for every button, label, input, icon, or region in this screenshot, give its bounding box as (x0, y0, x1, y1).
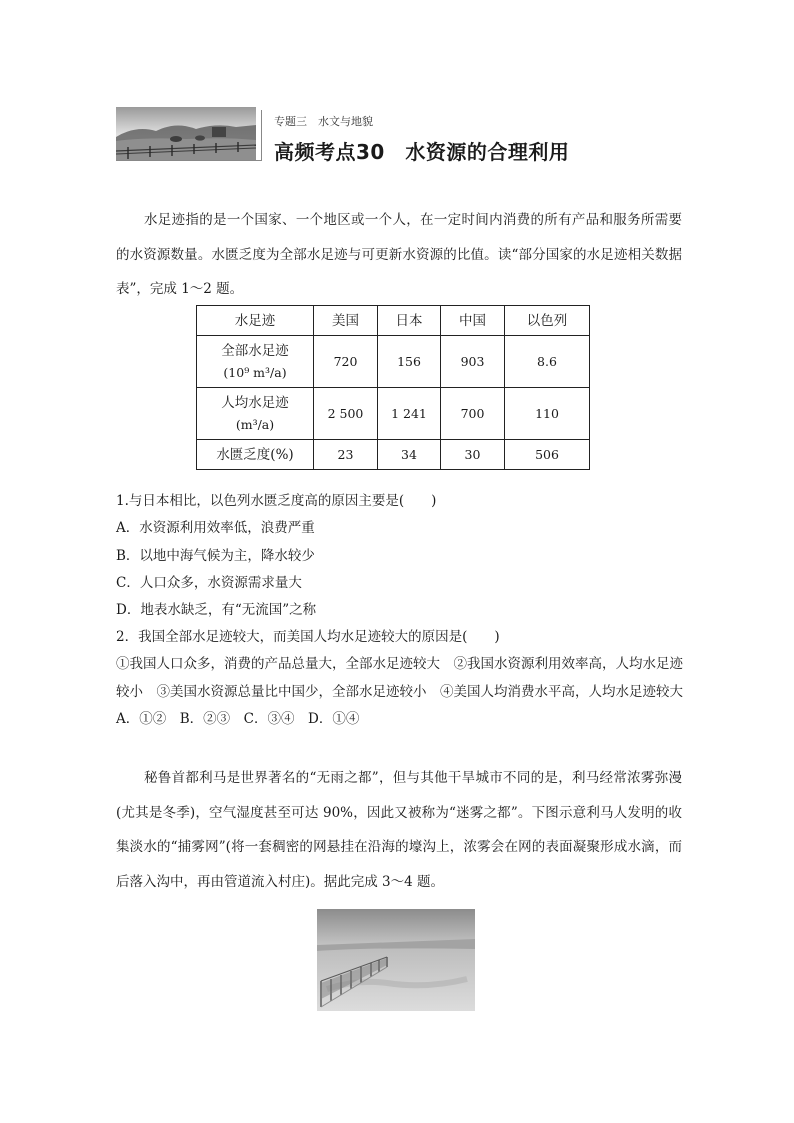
fog-net-photo (317, 909, 475, 1011)
table-cell: 156 (378, 336, 441, 388)
series-label: 专题三 水文与地貌 (274, 115, 373, 128)
lima-paragraph: 秘鲁首都利马是世界著名的“无雨之都”，但与其他干旱城市不同的是，利马经常浓雾弥漫(尤其是冬季)，空气湿度甚至可达 90%，因此又被称为“迷雾之都”。下图示意利马人发明的收集淡水的“捕雾网”(将一套稠密的网悬挂在沿海的壕沟上，浓雾会在网的表面凝聚形成水滴，而后落入沟中，再由管道流入村庄)。据此完成 3～4 题。 (116, 770, 682, 890)
answer-options: A．①② B．②③ C．③④ D．①④ (116, 710, 360, 727)
table-cell: 1 241 (378, 388, 441, 440)
question-1 (116, 488, 686, 624)
table-row (197, 388, 590, 440)
option-c: C．人口众多，水资源需求量大 (116, 574, 302, 591)
table-cell: 30 (441, 440, 505, 470)
table-cell: 700 (441, 388, 505, 440)
table-header-cell: 美国 (314, 306, 378, 336)
row-label: 人均水足迹 (221, 394, 289, 411)
option-a: A．水资源利用效率低，浪费严重 (116, 520, 315, 537)
question-stem: 1.与日本相比，以色列水匮乏度高的原因主要是( ) (116, 493, 437, 509)
table-cell: 506 (505, 440, 590, 470)
question-statements: ①我国人口众多，消费的产品总量大，全部水足迹较大 ②我国水资源利用效率高，人均水足迹较小 ③美国水资源总量比中国少，全部水足迹较小 ④美国人均消费水平高，人均水足迹较大 (116, 656, 683, 700)
table-cell: 2 500 (314, 388, 378, 440)
header-vertical-rule (261, 110, 262, 160)
question-stem: 2．我国全部水足迹较大，而美国人均水足迹较大的原因是( ) (116, 629, 500, 645)
row-label: 全部水足迹 (221, 342, 289, 359)
option-b: B．以地中海气候为主，降水较少 (116, 547, 315, 564)
table-cell: 903 (441, 336, 505, 388)
table-cell: 23 (314, 440, 378, 470)
page-title: 高频考点30 水资源的合理利用 (274, 140, 570, 164)
table-cell: 34 (378, 440, 441, 470)
row-unit: (m³/a) (235, 416, 275, 432)
table-cell: 8.6 (505, 336, 590, 388)
table-cell: 720 (314, 336, 378, 388)
intro-paragraph: 水足迹指的是一个国家、一个地区或一个人，在一定时间内消费的所有产品和服务所需要的水资源数量。水匮乏度为全部水足迹与可更新水资源的比值。读“部分国家的水足迹相关数据表”，完成 1～2 题。 (116, 212, 682, 297)
row-unit: (10⁹ m³/a) (223, 364, 287, 380)
table-row (197, 440, 590, 470)
table-cell: 110 (505, 388, 590, 440)
table-header-cell: 中国 (441, 306, 505, 336)
question-2 (116, 624, 686, 733)
table-header-row (197, 306, 590, 336)
row-label-cell (197, 440, 314, 470)
header-rule (116, 160, 262, 161)
row-label: 水匮乏度(%) (216, 446, 294, 463)
header-landscape-image (116, 107, 256, 161)
water-footprint-table (196, 305, 590, 470)
option-d: D．地表水缺乏，有“无流国”之称 (116, 602, 317, 619)
row-label-cell (197, 336, 314, 388)
table-header-cell: 日本 (378, 306, 441, 336)
table-header-cell: 水足迹 (197, 306, 314, 336)
table-row (197, 336, 590, 388)
table-header-cell: 以色列 (505, 306, 590, 336)
row-label-cell (197, 388, 314, 440)
